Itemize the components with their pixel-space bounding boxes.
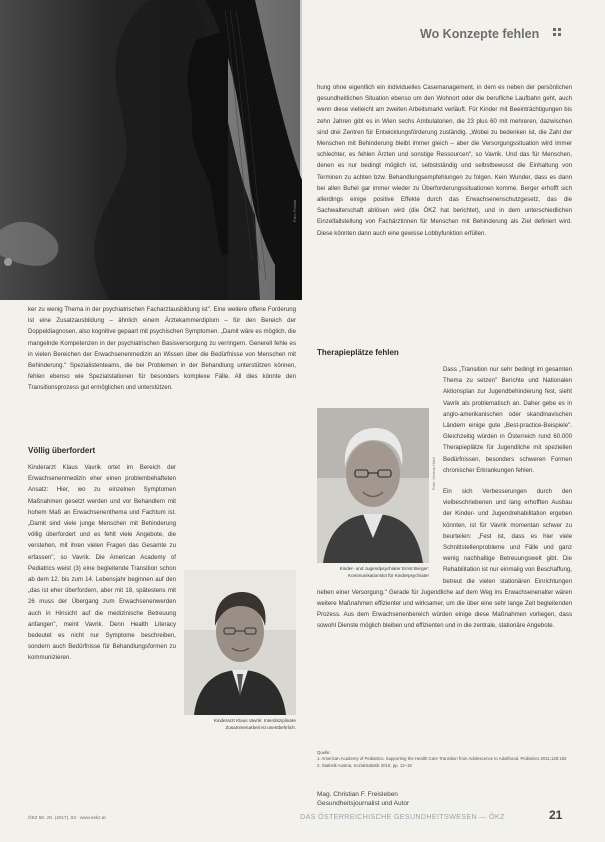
sources-block [317, 750, 567, 769]
left-body-paragraph: Kinderarzt Klaus Vavrik ortet im Bereich der Erwachsenenmedizin eher einen problembehafteten Ansatz: Hier, wo zu einzelnen Symptomen Maßnahmen gesetzt werden und vor Behandlern mit hohem Maß an Erwachsenenthema und Fachtum ist. „Damit sind viele junge Menschen mit Behinderung völlig überfordert und es fehlt viele Angebote, die verstehen, mit ihren vielen Fragen das Gesamte zu erfassen", so Vavrik. Die American Academy of Pediatrics weist (3) eine begleitende Transition schon ab dem 12. bis zum 14. Lebensjahr beginnen auf den „das ist eher überfordern, aber mit 18, spätestens mit 26 muss der Übergang zum Erwachsenenwerden auch in Hinsicht auf die medizinische Betreuung anfangen", meint Vavrik. Denn Health Literacy bedeutet es nicht nur Symptome beschreiben, sondern auch Bedürfnisse für Behandlungsformen zu kommunizieren. [28, 464, 176, 662]
photo-credit: Foto: Fotolia [292, 200, 297, 223]
source-line-2: 2. Statistik Austria, Sozialstatistik 2015, pp. 12–15 [317, 762, 412, 768]
author-name: Mag. Christian F. Freisleben [317, 791, 398, 798]
portrait-left-caption-text: Kinderarzt Klaus Vavrik: Interdisziplinäre Zusammenarbeit ist unentbehrlich. [213, 718, 296, 730]
heading-therapieplaetze-fehlen: Therapieplätze fehlen [317, 348, 399, 357]
footer-issue-info: ÖKZ 58. JG. (2017), 03 · www.oekz.at [28, 815, 106, 820]
portrait-klaus-vavrik [184, 570, 296, 715]
footer-journal-name: DAS ÖSTERREICHISCHE GESUNDHEITSWESEN — ÖKZ [300, 812, 505, 821]
author-block [317, 790, 409, 808]
silhouette-photo [0, 0, 302, 300]
right-body-paragraph-2: Ein sich Verbesserungen durch den vielbeschriebenen und lang erhofften Ausbau der Kinder- und Jugendrehabilitation ergeben könnten, ist für Vavrik momentan schwer zu beurteilen: „Fest ist, dass es hier viele Schnittstellenprobleme und Fälle und ganz wenig nachhaltige Betreuungswelt gibt. Die Rehabilitation ist nur einmalig von Beschaffung, betreut die vielen stationären Einrichtungen neben einer Versorgung." Gerade für Jugendliche auf dem Weg ins Erwachsenenalter wären weitere Maßnahmen effizienter und wirksamer, um die über eine sehr lange Zeit begleitenden Prozess. Aus dem Erwachsenenbereich würden einige diese Maßnahmen vorliegen, dass sowohl Dienste möglich bleiben und effizienten und in die zentrale, stationäre Angebote. [317, 488, 572, 630]
portrait-right-spacer [317, 402, 437, 582]
author-role: Gesundheitsjournalist und Autor [317, 800, 410, 807]
right-body-text [317, 364, 572, 632]
left-intro-text [28, 304, 296, 394]
page-number: 21 [549, 808, 563, 822]
heading-voellig-ueberfordert: Völlig überfordert [28, 446, 96, 455]
sources-label: Quelle: [317, 750, 331, 755]
left-intro-paragraph: ker zu wenig Thema in der psychiatrischen Facharztausbildung ist". Eine weitere offene Forderung ist eine Zusatzausbildung – ähnlich einem Ärztekammerdiplom – für den Bereich der Doppeldiagnosen, also kognitive gepaart mit psychischen Symptomen. „Damit wäre es möglich, die mangelnde Kompetenzen in der psychiatrischen Basisversorgung zu verringern. Generell fehle es in vielen Bereichen der Erwachsenenmedizin an Wissen über die Bedürfnisse von Menschen mit Behinderung." Spezialistenteams, die bei Problemen in der Behandlung unterstützen können, fehlen ebenso wie Spezialstationen für besonders komplexe Fälle. All dies könnte den Transitionsprozess gut ermöglichen und unterstützen. [28, 306, 296, 392]
portrait-right-credit: Foto: Verena Hölzl [431, 457, 436, 490]
right-intro-text [317, 82, 572, 239]
right-intro-paragraph: hung ohne eigentlich ein individuelles Casemanagement, in dem es neben der persönlichen gesundheitlichen Situation ebenso um den Wohnort oder die berufliche Laufbahn geht, auch wenn diese vielleicht am zweiten Arbeitsmarkt verläuft. Für Kinder mit Beeinträchtigungen bis zehn Jahren gibt es in Wien sechs Ambulatorien, die 23 plus 60 mit mehreren, dazwischen sind drei Zentren für Entwicklungsförderung zuständig. „Wobei zu bedenken ist, die Zahl der Menschen mit Behinderung bleibt immer gleich – aber die Versorgungssituation wird immer schlechter, es fehlen Ärzten und sonstige Ressourcen", so Vavrik. Und das für Menschen, denen es nur bedingt möglich ist, selbstständig und selbstbewusst die Einhaltung von Terminen zu achten bzw. Behandlungsempfehlungen zu folgen. Kein Wunder, dass es dann bei allen Buhel gar immer wieder zu Überforderungssituationen komme. Berger erhofft sich allerdings einige positive Effekte durch das Erwachsenenschutzgesetz, das die Sachwalterschaft ablösen wird (die ÖKZ hat berichtet), und in dem unterschiedlichen Einzelfallstellung von Fachärztinnen für Menschen mit Behinderung als Ziel definiert wird. Diese könnten dann auch eine gewisse Lobbyfunktion erfüllen. [317, 84, 572, 237]
portrait-right-caption: Kinder- und Jugendpsychiater Ernst Berger: Kommunikationslot für Kinderpsychiater [339, 566, 429, 578]
right-body-paragraph-1: Dass „Transition nur sehr bedingt im gesamten Thema zu setzen" Berichte und Nationalen Aktionsplan zur Jugendbehinderung fest, sieht Vavrik als problematisch an. Daher gebe es in anglo-amerikanischen oder skandinavischen Ländern einige gute „Best-practice-Beispiele". Gleichzeitig würden in Österreich rund 60.000 Therapieplätze für Jugendliche mit speziellen Bedürfnissen, besonders schweren Formen chronischer Erkrankungen fehlen. [443, 366, 572, 474]
source-line-1: 1. American Academy of Pediatrics. Supporting the Health Care Transition from Adolescence to Adulthood. Pediatrics 2011;128:182 [317, 756, 567, 762]
section-title: Wo Konzepte fehlen [420, 27, 540, 41]
